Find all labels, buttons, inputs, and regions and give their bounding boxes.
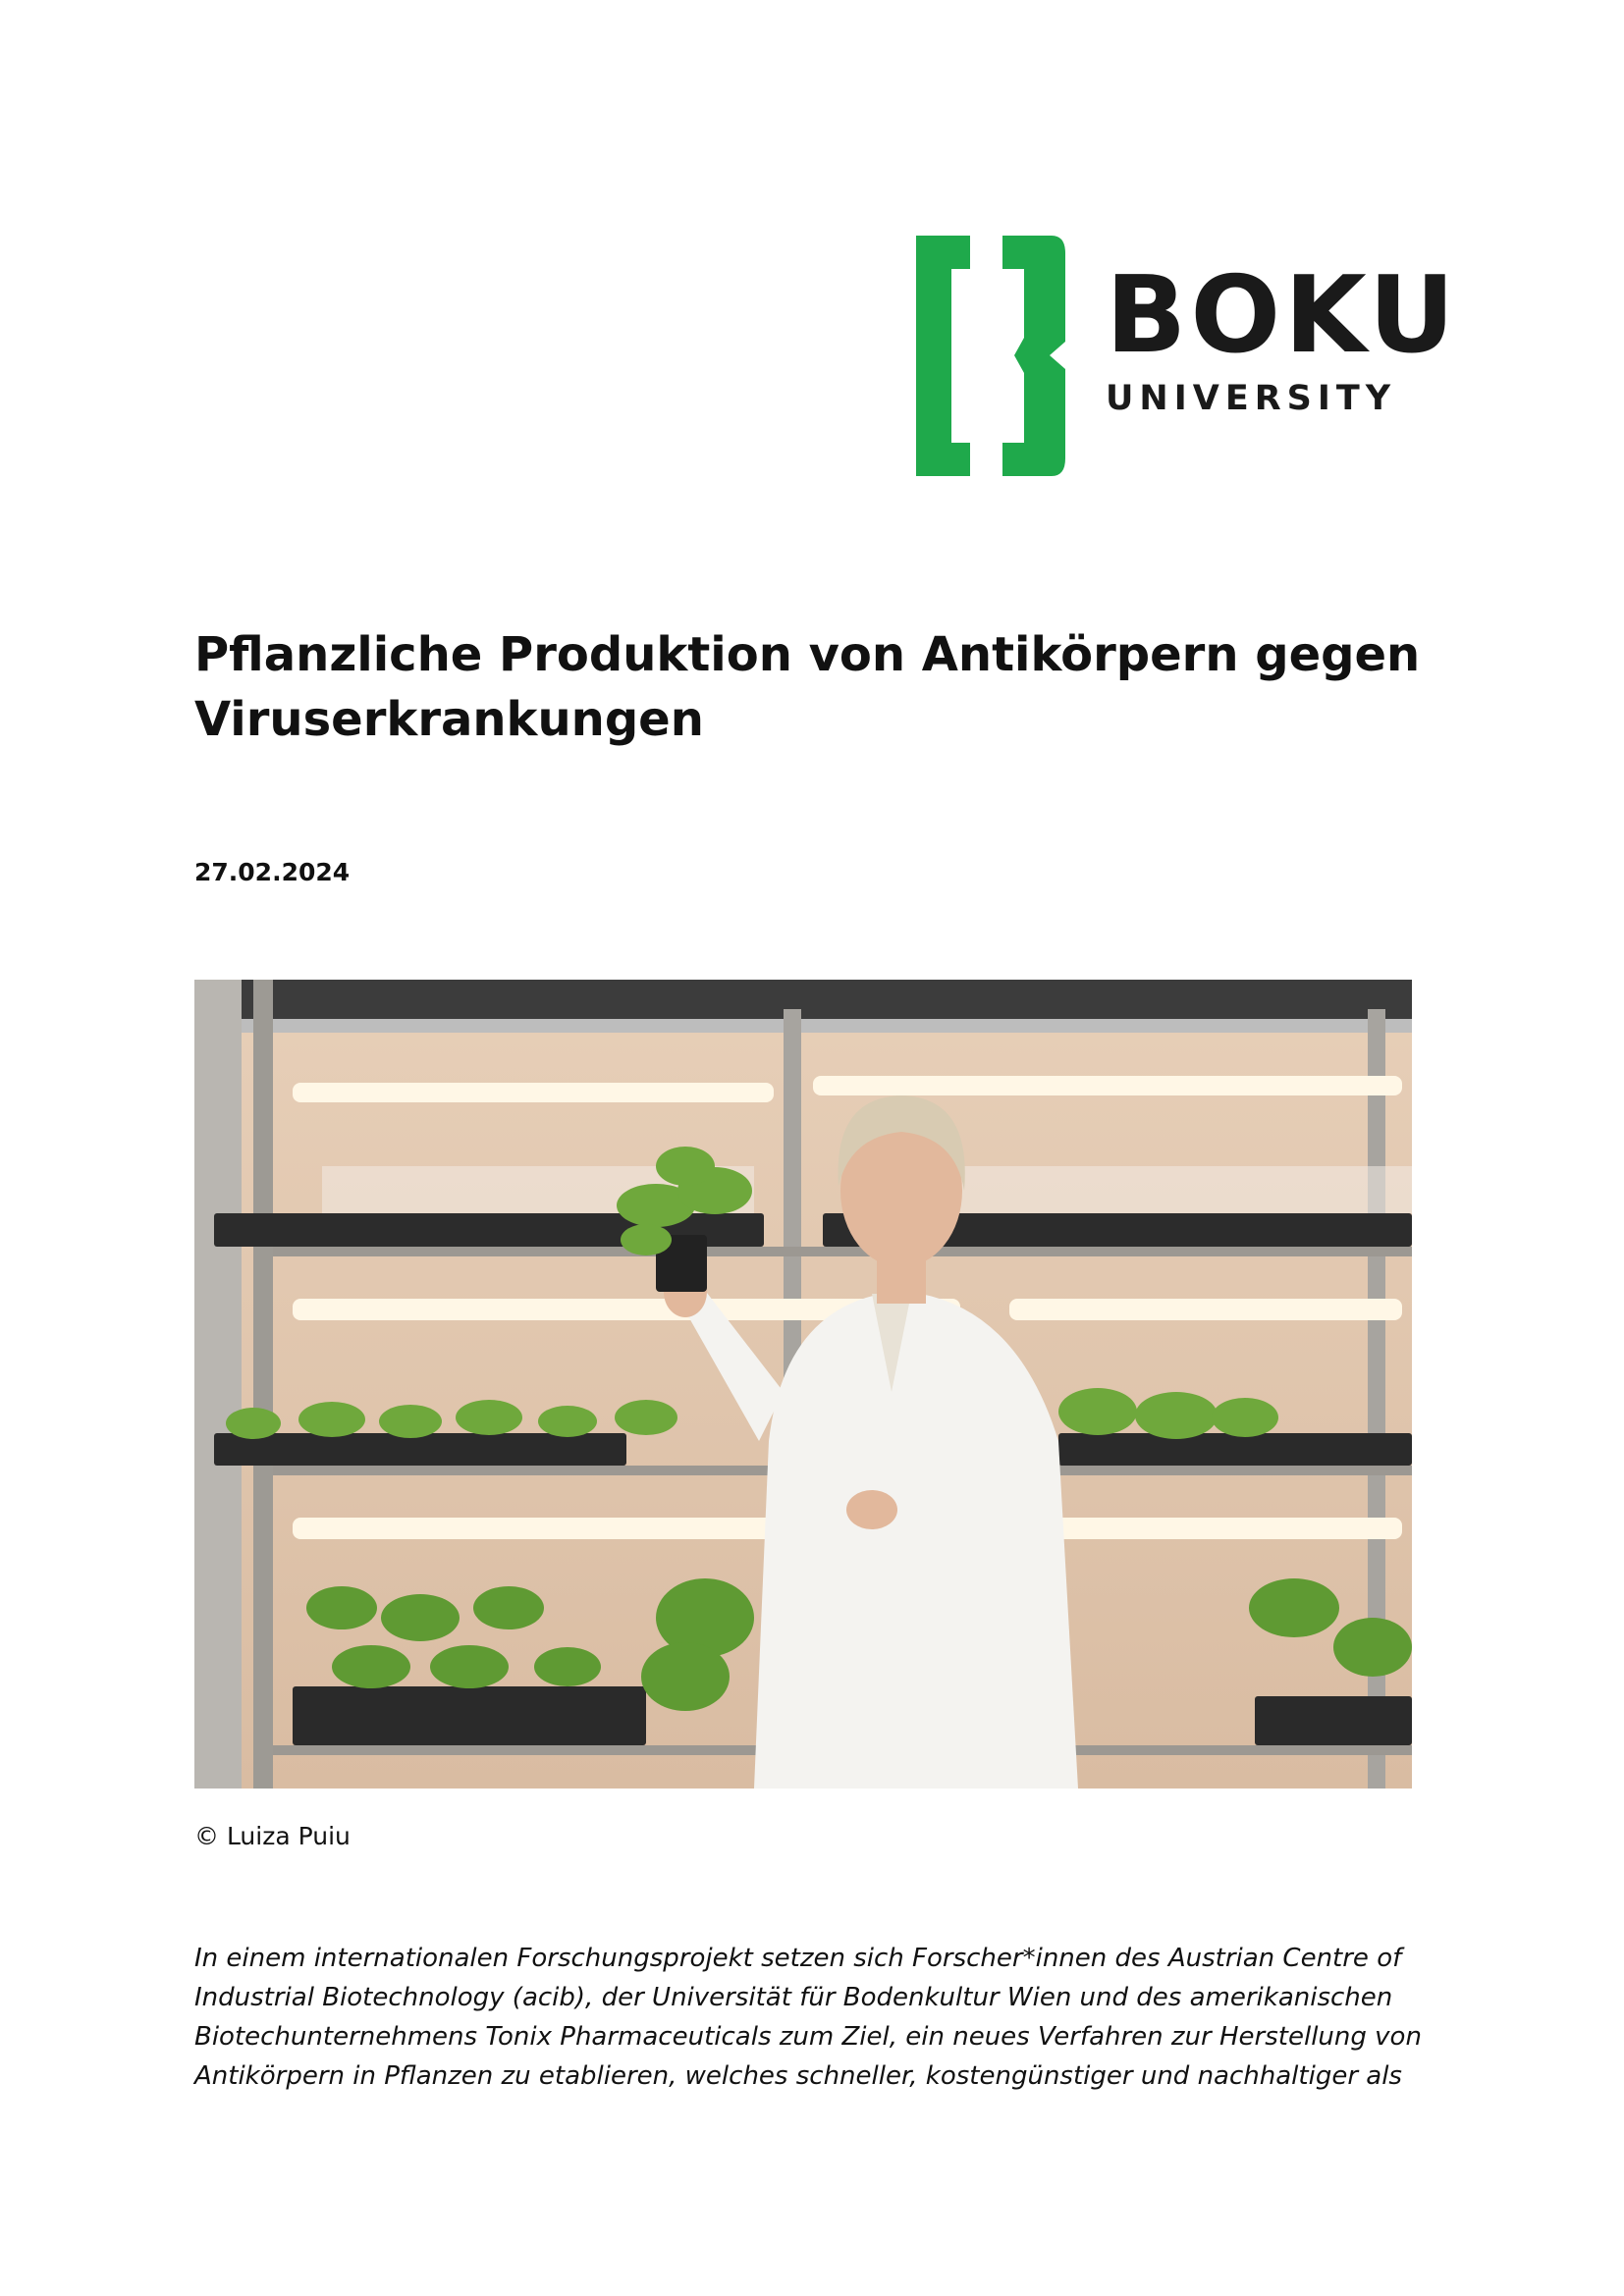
publication-date: 27.02.2024 (194, 858, 351, 886)
title-line-1: Pflanzliche Produktion von Antikörpern gegen (194, 627, 1421, 682)
lead-line: In einem internationalen Forschungsprojekt setzen sich Forscher*innen des Austrian Centre of (194, 1944, 1402, 1973)
logo-name: BOKU (1106, 254, 1459, 377)
lab-photo-illustration (194, 980, 1412, 1789)
lead-line: Biotechunternehmens Tonix Pharmaceuticals zum Ziel, ein neues Verfahren zur Herstellung von (194, 2022, 1422, 2052)
boku-logo (916, 236, 1459, 476)
photo-credit: © Luiza Puiu (194, 1822, 351, 1850)
logo-wordmark (1106, 254, 1459, 418)
article-lead (194, 1939, 1432, 2096)
lab-photo (194, 980, 1412, 1789)
logo-subtitle: UNIVERSITY (1106, 379, 1397, 418)
bracket-b-logo-icon (916, 236, 1083, 476)
lead-line: Industrial Biotechnology (acib), der Universität für Bodenkultur Wien und des amerikanischen (194, 1983, 1393, 2012)
article-title (194, 622, 1432, 752)
lead-line: Antikörpern in Pflanzen zu etablieren, welches schneller, kostengünstiger und nachhaltiger als (194, 2061, 1402, 2091)
title-line-2: Viruserkrankungen (194, 692, 704, 747)
